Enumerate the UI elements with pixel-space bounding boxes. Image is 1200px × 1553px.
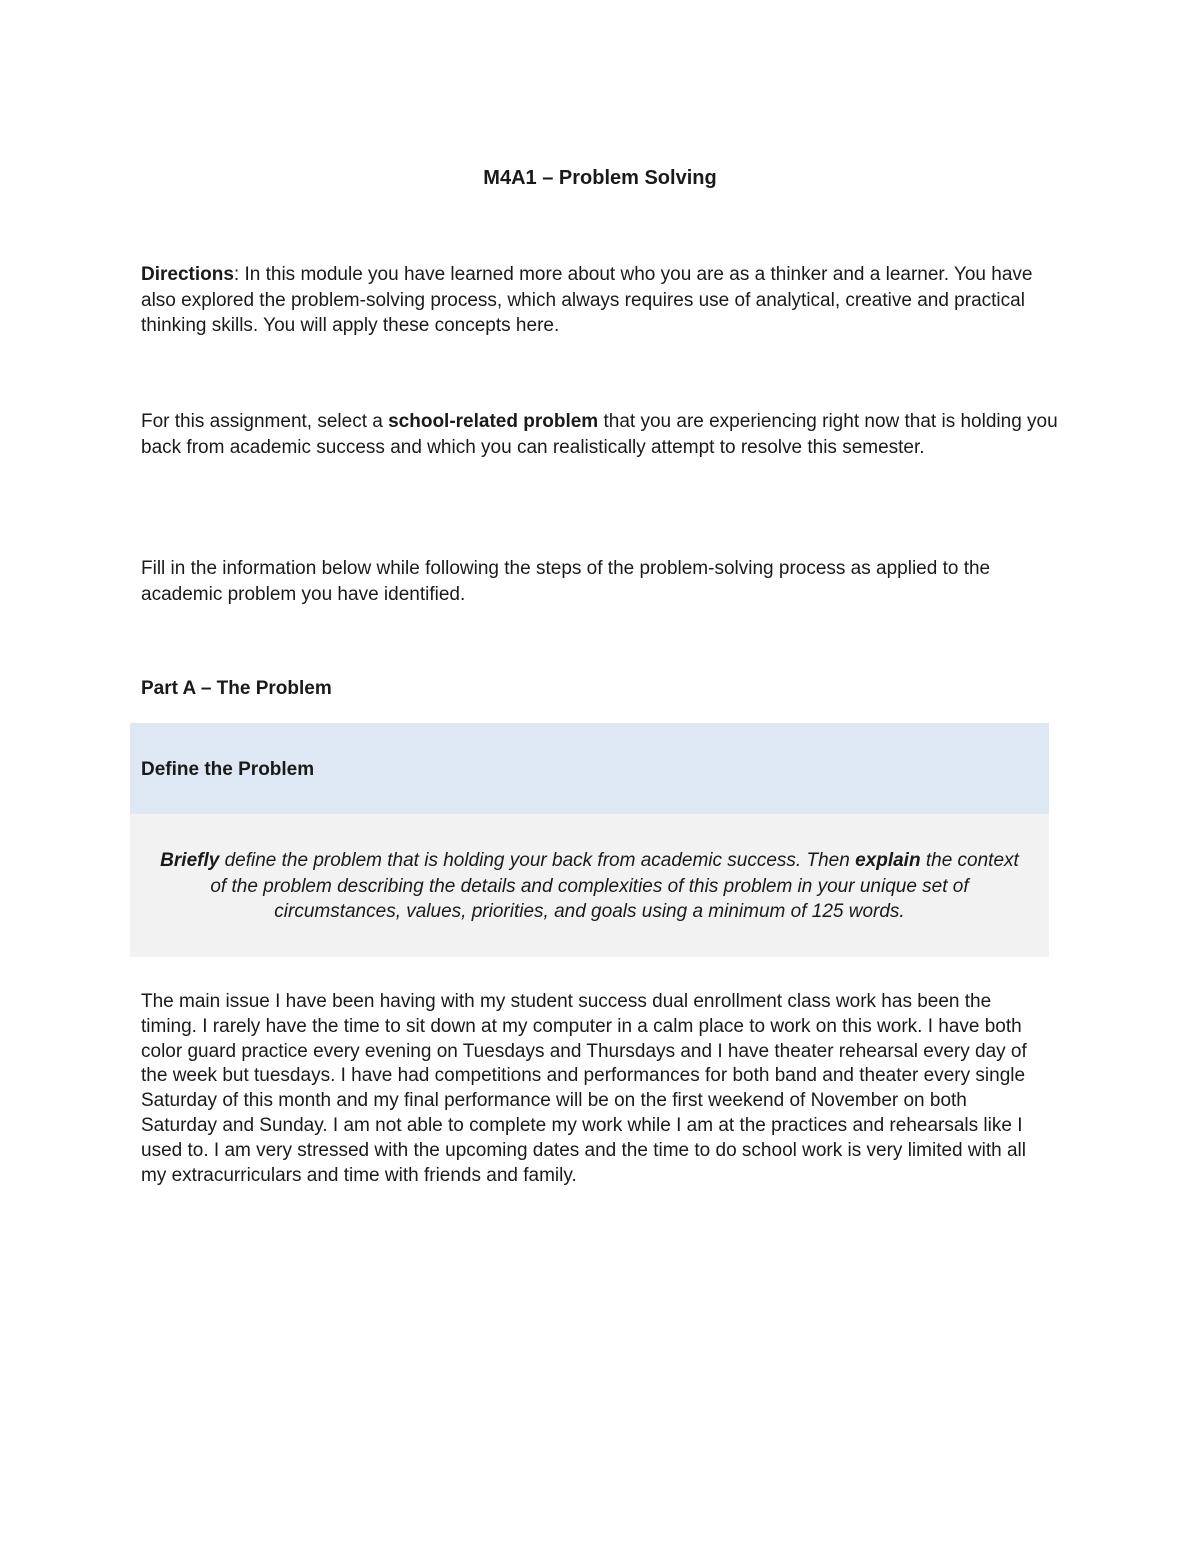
fill-instructions: Fill in the information below while following the steps of the problem-solving process as applied to the academic problem you have identified.	[141, 558, 991, 605]
prompt-text-mid: define the problem that is holding your back from academic success. Then	[219, 850, 856, 871]
directions-paragraph	[141, 262, 1071, 339]
directions-text: : In this module you have learned more about who you are as a thinker and a learner. You have also explored the problem-solving process, which always requires use of analytical, creative and practical thinking skills. You will apply these concepts here.	[141, 264, 1033, 336]
define-problem-prompt	[150, 848, 1029, 925]
prompt-bold-explain: explain	[855, 850, 921, 871]
document-title: M4A1 – Problem Solving	[483, 167, 717, 189]
define-problem-header-cell	[130, 723, 1049, 814]
part-a-heading: Part A – The Problem	[141, 678, 332, 699]
student-response: The main issue I have been having with my student success dual enrollment class work has been the timing. I rarely have the time to sit down at my computer in a calm place to work on this work. I have both color guard practice every evening on Tuesdays and Thursdays and I have theater rehearsal every day of the week but tuesdays. I have had competitions and performances for both band and theater every single Saturday of this month and my final performance will be on the first weekend of November on both Saturday and Sunday. I am not able to complete my work while I am at the practices and rehearsals like I used to. I am very stressed with the upcoming dates and the time to do school work is very limited with all my extracurriculars and time with friends and family.	[141, 991, 1027, 1186]
assignment-emphasis: school-related problem	[388, 411, 599, 432]
directions-label: Directions	[141, 264, 234, 285]
prompt-bold-briefly: Briefly	[160, 850, 220, 871]
assignment-paragraph	[141, 409, 1071, 460]
define-problem-heading: Define the Problem	[141, 759, 315, 780]
prompt-text-rest: the context of the problem describing the details and complexities of this problem in your unique set of circumstances, values, priorities, and goals using a minimum of 125 words.	[210, 850, 1019, 922]
assignment-text-after: that you are experiencing right now that is holding you back from academic success and which you can realistically attempt to resolve this semester.	[141, 411, 1058, 458]
define-problem-prompt-cell	[130, 814, 1049, 957]
assignment-text-before: For this assignment, select a	[141, 411, 389, 432]
